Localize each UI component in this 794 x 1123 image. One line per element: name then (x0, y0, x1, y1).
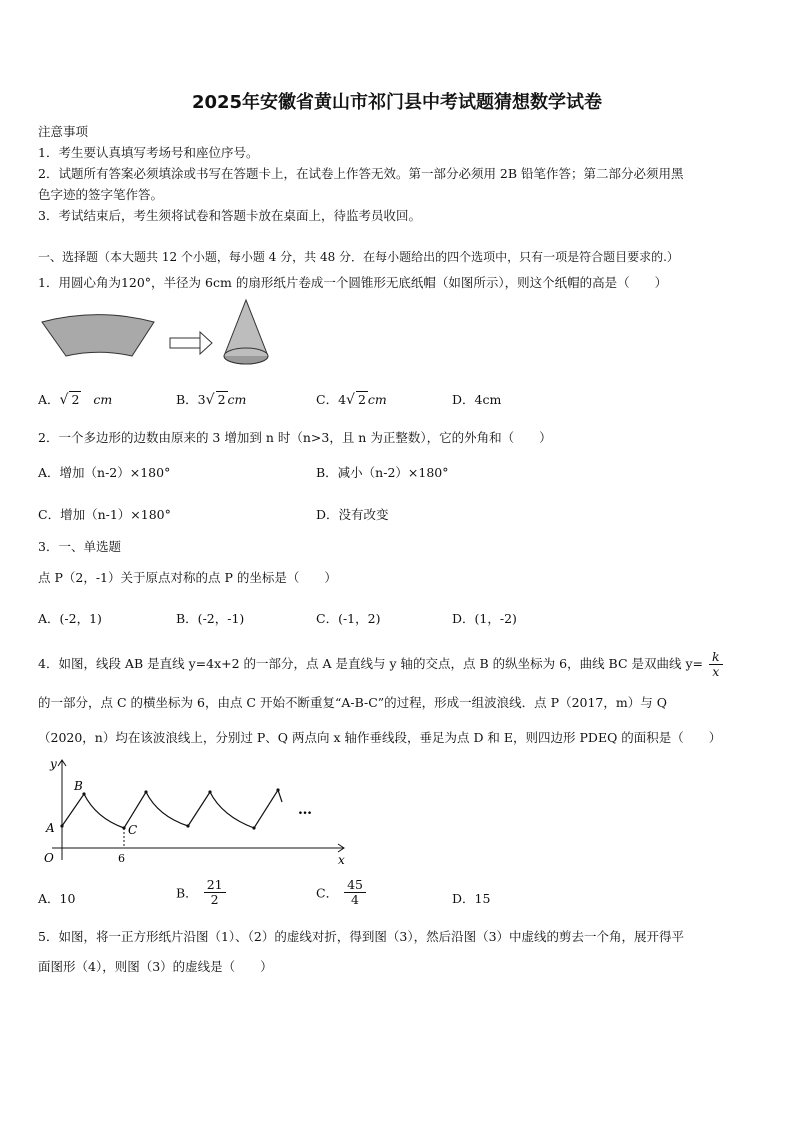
option-b: B．(-2，-1) (176, 611, 245, 626)
question-4-stem-line-3: （2020，n）均在该波浪线上，分别过 P、Q 两点向 x 轴作垂线段，垂足为点 D 和 E，则四边形 PDEQ 的面积是（ ） (38, 730, 722, 745)
option-d: D．4cm (452, 392, 502, 407)
notice-item: 3．考试结束后，考生须将试卷和答题卡放在桌面上，待监考员收回。 (38, 208, 421, 223)
question-1-stem: 1．用圆心角为120°，半径为 6cm 的扇形纸片卷成一个圆锥形无底纸帽（如图所示），则这个纸帽的高是（ ） (38, 275, 668, 290)
option-b: B． $\frac{21}{2}$ (176, 878, 226, 907)
point-b-label: B (74, 779, 83, 793)
option-d: D．没有改变 (316, 507, 389, 522)
option-a: A．√ 2 cm (38, 392, 113, 408)
page-title: 2025年安徽省黄山市祁门县中考试题猜想数学试卷 (191, 92, 603, 113)
point-a-label: A (46, 821, 55, 835)
ellipsis-label: … (298, 802, 312, 818)
option-c: C． $\frac{45}{4}$ (316, 878, 366, 907)
option-b: B．3√ 2 cm (176, 392, 247, 408)
wave-curve (62, 790, 282, 828)
notice-item: 色字迹的签字笔作答。 (38, 187, 164, 202)
notice-heading: 注意事项 (38, 124, 89, 139)
origin-label: O (44, 851, 54, 865)
y-axis-label: y (50, 757, 57, 771)
option-d: D．15 (452, 891, 491, 906)
option-c: C．4√ 2 cm (316, 392, 387, 408)
sector-shape (42, 315, 154, 356)
x-axis-label: x (338, 853, 345, 867)
question-4-stem-line-1: 4．如图，线段 AB 是直线 y=4x+2 的一部分，点 A 是直线与 y 轴的交点，点 B 的纵坐标为 6，曲线 BC 是双曲线 y= $\frac{k}{x}$ (38, 650, 723, 679)
question-4-stem-line-2: 的一部分，点 C 的横坐标为 6，由点 C 开始不断重复“A-B-C”的过程，形成一组波浪线．点 P（2017，m）与 Q (38, 695, 667, 710)
point-c-label: C (128, 823, 138, 837)
arrow-icon (170, 332, 212, 354)
tick-6-label: 6 (118, 852, 125, 865)
option-c: C．增加（n-1）×180° (38, 507, 171, 522)
notice-item: 2．试题所有答案必须填涂或书写在答题卡上，在试卷上作答无效。第一部分必须用 2B 铅笔作答；第二部分必须用黑 (38, 166, 684, 181)
question-5-stem-line-1: 5．如图，将一正方形纸片沿图（1）、（2）的虚线对折，得到图（3），然后沿图（3）中虚线的剪去一个角，展开得平 (38, 929, 685, 944)
fraction-k-over-x: $\frac{k}{x}$ (709, 650, 723, 679)
option-b: B．减小（n-2）×180° (316, 465, 449, 480)
option-c: C．(-1，2) (316, 611, 381, 626)
question-2-stem: 2．一个多边形的边数由原来的 3 增加到 n 时（n>3，且 n 为正整数），它的外角和（ ） (38, 430, 552, 445)
question-3-heading: 3．一、单选题 (38, 539, 121, 554)
q1-figure (36, 298, 286, 378)
question-5-stem-line-2: 面图形（4），则图（3）的虚线是（ ） (38, 959, 273, 974)
cone-shape (224, 300, 268, 364)
option-a: A．10 (38, 891, 76, 906)
option-a: A．增加（n-2）×180° (38, 465, 171, 480)
option-d: D．(1，-2) (452, 611, 517, 626)
notice-item: 1．考生要认真填写考场号和座位序号。 (38, 145, 259, 160)
question-3-stem: 点 P（2，-1）关于原点对称的点 P 的坐标是（ ） (38, 570, 337, 585)
section-heading: 一、选择题（本大题共 12 个小题，每小题 4 分，共 48 分．在每小题给出的四个选项中，只有一项是符合题目要求的.） (38, 250, 679, 264)
wave-points (60, 788, 279, 829)
q4-wave-graph (38, 756, 358, 868)
option-a: A．(-2，1) (38, 611, 102, 626)
